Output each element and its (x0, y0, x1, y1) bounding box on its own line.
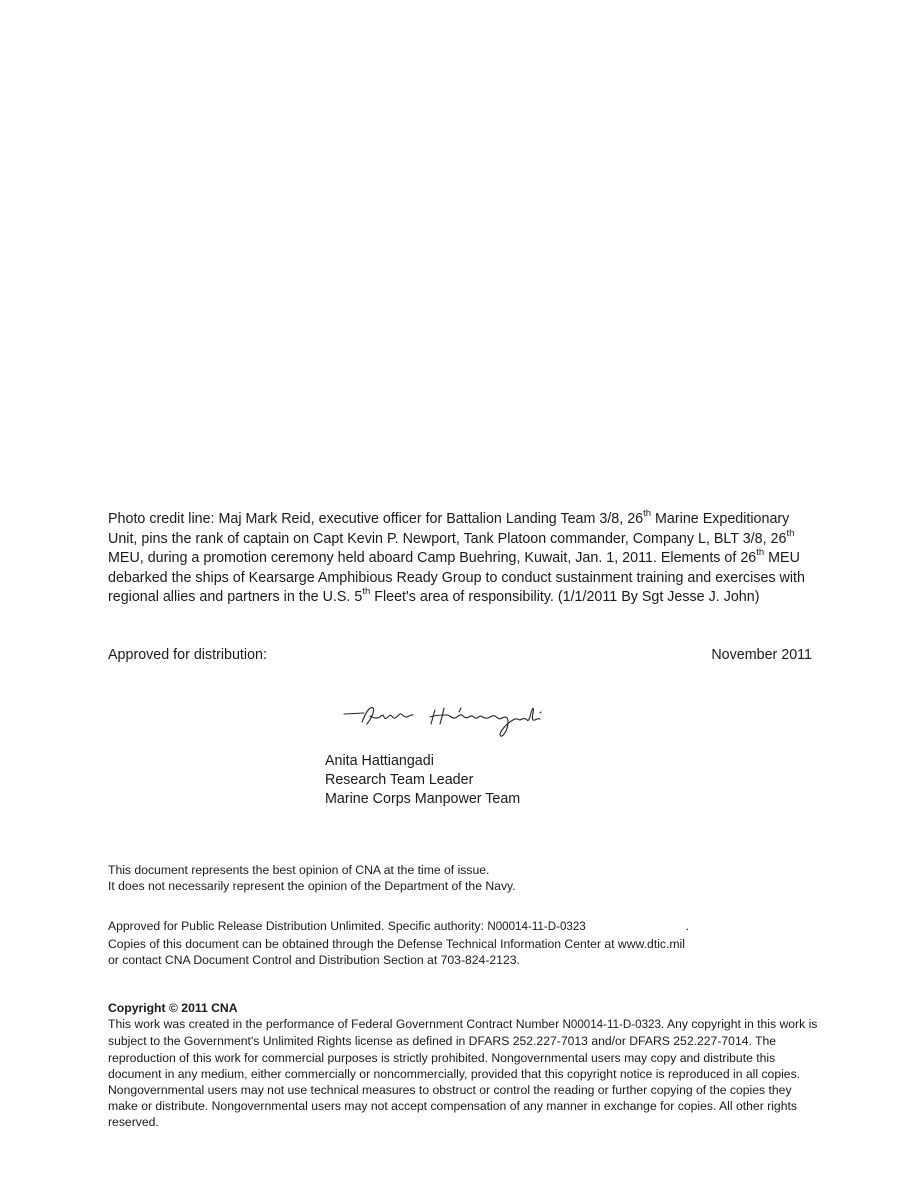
signature-stroke (344, 713, 364, 714)
approval-date: November 2011 (711, 647, 812, 663)
photo-credit-text: MEU debarked the ships of Kearsarge Amphibious Ready Group to conduct sustainment training and exercises with regional allies and partners in the U.S. 5 (108, 550, 805, 605)
signer-title: Research Team Leader (325, 772, 474, 788)
superscript: th (786, 527, 795, 539)
opinion-line: It does not necessarily represent the opinion of the Department of the Navy. (108, 879, 516, 893)
photo-credit-text: Marine Expeditionary Unit, pins the rank of captain on Capt Kevin P. Newport, Tank Platoon commander, Company L, BLT 3/8, 26 (108, 511, 790, 547)
superscript: th (362, 586, 371, 598)
signature-stroke (500, 717, 520, 736)
photo-credit-text: Photo credit line: Maj Mark Reid, executive officer for Battalion Landing Team 3/8, 26 (108, 511, 644, 527)
release-text: Approved for Public Release Distribution Unlimited. Specific authority: (108, 919, 488, 933)
release-statement (108, 918, 808, 969)
signer-team: Marine Corps Manpower Team (325, 791, 521, 807)
signature-stroke (520, 708, 540, 720)
copyright-body (108, 1016, 818, 1130)
handwritten-signature (340, 702, 545, 742)
copyright-notice (108, 1000, 818, 1131)
signer-block (325, 752, 520, 809)
signature-stroke (362, 708, 413, 724)
signature-stroke (459, 708, 541, 713)
photo-credit-text: MEU, during a promotion ceremony held aboard Camp Buehring, Kuwait, Jan. 1, 2011. Elements of 26 (108, 550, 757, 566)
copyright-text: This work was created in the performance of Federal Government Contract Number (108, 1017, 563, 1032)
copyright-title: Copyright © 2011 CNA (108, 1001, 238, 1015)
superscript: th (643, 508, 652, 520)
approval-label: Approved for distribution: (108, 647, 267, 663)
release-line: or contact CNA Document Control and Distribution Section at 703-824-2123. (108, 953, 520, 967)
release-line: Copies of this document can be obtained through the Defense Technical Information Center at www.dtic.mil (108, 936, 685, 951)
superscript: th (756, 547, 765, 559)
opinion-line: This document represents the best opinion of CNA at the time of issue. (108, 863, 490, 877)
photo-credit-text: Fleet's area of responsibility. (1/1/2011 By Sgt Jesse J. John) (370, 589, 760, 605)
release-line (108, 918, 808, 936)
contract-number: N00014-11-D-0323 (487, 920, 586, 933)
photo-credit-paragraph (108, 510, 820, 608)
copyright-text: . Any copyright in this work is subject to the Government's Unlimited Rights license as defined in DFARS 252.227-7013 and/or DFARS 252.227-7014. The reproduction of this work for commercial purposes is strictly prohibited. Nongovernmental users may copy and distribute this document in any medium, either commercially or noncommercially, provided that this copyright notice is reproduced in all copies. Nongovernmental users may not use technical measures to obstruct or control the reading or further copying of the copies they make or distribute. Nongovernmental users may not accept compensation of any manner in exchange for copies. All other rights reserved. (108, 1017, 818, 1130)
approval-row (108, 646, 812, 665)
signature-stroke (430, 708, 502, 724)
release-period: . (685, 919, 690, 933)
opinion-disclaimer (108, 862, 516, 894)
contract-number: N00014-11-D-0323 (562, 1018, 661, 1032)
signer-name: Anita Hattiangadi (325, 753, 434, 769)
